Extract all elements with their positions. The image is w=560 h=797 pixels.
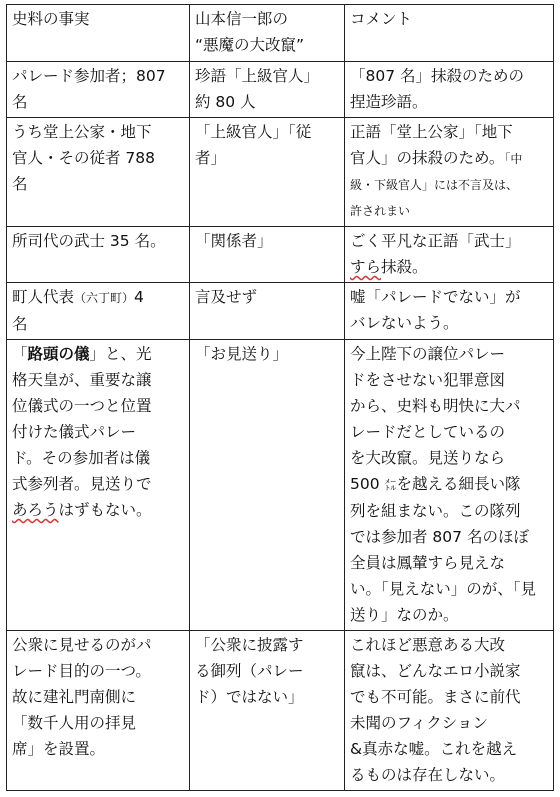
cell-line: ごく平凡な正語「武士」 bbox=[350, 232, 521, 250]
table-row bbox=[7, 227, 554, 283]
cell-line: るものは存在しない。 bbox=[350, 766, 506, 784]
document-page bbox=[6, 4, 554, 791]
cell-comment bbox=[345, 62, 554, 118]
cell-line: 捏造珍語。 bbox=[350, 93, 428, 111]
cell-alteration bbox=[190, 340, 345, 631]
cell-line bbox=[12, 284, 185, 311]
cell-fact bbox=[7, 283, 190, 340]
cell-line: ドをさせない犯罪意図 bbox=[350, 371, 506, 389]
cell-line: 故に建礼門南側に bbox=[12, 688, 137, 706]
cell-line: 所司代の武士 35 名。 bbox=[12, 232, 166, 250]
cell-line: 者」 bbox=[195, 149, 227, 167]
cell-line: 名 bbox=[12, 315, 28, 333]
cell-small-text: 「中 bbox=[504, 152, 523, 166]
header-historical-facts bbox=[7, 5, 190, 62]
cell-small-text: （六丁町） bbox=[74, 291, 135, 305]
cell-text: 「 bbox=[12, 345, 28, 363]
cell-line: 「関係者」 bbox=[195, 232, 273, 250]
cell-small-line: 級・下級官人」には不言及は、 bbox=[350, 178, 519, 192]
cell-text: 4 bbox=[134, 288, 144, 306]
wavy-underlined-text: すら bbox=[350, 258, 382, 276]
cell-line: 格天皇が、重要な譲 bbox=[12, 371, 152, 389]
cell-line: 嘘「パレードでない」が bbox=[350, 288, 521, 306]
cell-line: 「数千人用の拝見 bbox=[12, 714, 137, 732]
cell-text: 500 bbox=[350, 475, 380, 493]
cell-line: を大改竄。見送りなら bbox=[350, 449, 506, 467]
cell-line: 今上陛下の譲位パレー bbox=[350, 345, 506, 363]
header-col2-line1: 山本信一郎の bbox=[195, 10, 289, 28]
header-col3-text: コメント bbox=[350, 10, 413, 28]
cell-line: ド。その参加者は儀 bbox=[12, 449, 151, 467]
cell-alteration bbox=[190, 227, 345, 283]
cell-comment bbox=[345, 283, 554, 340]
header-comment bbox=[345, 5, 554, 62]
cell-line: 名 bbox=[12, 175, 28, 193]
cell-line bbox=[12, 341, 185, 367]
cell-fact bbox=[7, 631, 190, 791]
header-yamamoto-alteration bbox=[190, 5, 345, 62]
cell-line: 名 bbox=[12, 93, 28, 111]
cell-text: はずもない。 bbox=[58, 501, 152, 519]
cell-line: うち堂上公家・地下 bbox=[12, 123, 152, 141]
comparison-table bbox=[6, 4, 554, 791]
cell-fact bbox=[7, 62, 190, 118]
cell-line: 席」を設置。 bbox=[12, 740, 106, 758]
cell-comment bbox=[345, 227, 554, 283]
cell-line: 「お見送り」 bbox=[195, 345, 289, 363]
cell-fact bbox=[7, 340, 190, 631]
cell-line bbox=[350, 254, 549, 280]
cell-alteration bbox=[190, 283, 345, 340]
cell-comment bbox=[345, 340, 554, 631]
cell-line: 未聞のフィクション bbox=[350, 714, 488, 732]
cell-line: 正語「堂上公家」「地下 bbox=[350, 123, 513, 141]
cell-line: 付けた儀式パレー bbox=[12, 423, 137, 441]
cell-text: 抹殺。 bbox=[381, 258, 428, 276]
cell-line: 列を組まない。この隊列 bbox=[350, 502, 521, 520]
cell-line: &真赤な嘘。これを越え bbox=[350, 740, 518, 758]
cell-text: 官人」の抹殺のため。 bbox=[350, 149, 505, 167]
cell-line: 珍語「上級官人」 bbox=[195, 67, 320, 85]
cell-line: 約 80 人 bbox=[195, 93, 256, 111]
cell-line: る御列（パレー bbox=[195, 662, 304, 680]
cell-text: 町人代表 bbox=[12, 288, 75, 306]
cell-small-line: 許されまい bbox=[350, 204, 411, 218]
cell-alteration bbox=[190, 62, 345, 118]
wavy-underlined-text: あろう bbox=[12, 501, 59, 519]
cell-comment bbox=[345, 118, 554, 227]
cell-fact bbox=[7, 227, 190, 283]
cell-alteration bbox=[190, 631, 345, 791]
cell-line: 「公衆に披露す bbox=[195, 636, 304, 654]
cell-line: 全員は鳳輦すら見えな bbox=[350, 554, 506, 572]
cell-line: から、史料も明快に大パ bbox=[350, 397, 521, 415]
cell-text: 」と、光 bbox=[89, 345, 152, 363]
cell-line: 送り」なのか。 bbox=[350, 606, 459, 624]
cell-line: 位儀式の一つと位置 bbox=[12, 397, 152, 415]
cell-fact bbox=[7, 118, 190, 227]
table-row bbox=[7, 62, 554, 118]
cell-line bbox=[12, 497, 185, 523]
cell-line: い。「見えない」のが、「見 bbox=[350, 580, 537, 598]
cell-line: では参加者 807 名のほぼ bbox=[350, 528, 529, 546]
cell-alteration bbox=[190, 118, 345, 227]
cell-line bbox=[350, 471, 549, 498]
cell-line: レードだとしているの bbox=[350, 423, 506, 441]
cell-line: レード目的の一つ。 bbox=[12, 662, 151, 680]
bold-text: 路頭の儀 bbox=[27, 345, 90, 363]
cell-line: これほど悪意ある大改 bbox=[350, 636, 506, 654]
cell-text: を越える細長い隊 bbox=[396, 475, 521, 493]
cell-line: 言及せず bbox=[195, 288, 258, 306]
cell-line: 式参列者。見送りで bbox=[12, 475, 152, 493]
cell-comment bbox=[345, 631, 554, 791]
cell-line: 「807 名」抹殺のための bbox=[350, 67, 525, 85]
table-row bbox=[7, 283, 554, 340]
unit-text: ㍍ bbox=[384, 478, 397, 492]
table-header-row bbox=[7, 5, 554, 62]
cell-line: バレないよう。 bbox=[350, 314, 459, 332]
table-row bbox=[7, 118, 554, 227]
cell-line: パレード参加者；807 bbox=[12, 67, 166, 85]
header-col1-text: 史料の事実 bbox=[12, 10, 90, 28]
table-row bbox=[7, 631, 554, 791]
cell-line: 官人・その従者 788 bbox=[12, 149, 156, 167]
header-col2-line2: “悪魔の大改竄” bbox=[195, 36, 305, 54]
cell-line bbox=[350, 145, 549, 172]
cell-line: 竄は、どんなエロ小説家 bbox=[350, 662, 521, 680]
table-row bbox=[7, 340, 554, 631]
cell-line: 公衆に見せるのがパ bbox=[12, 636, 152, 654]
cell-line: ド）ではない」 bbox=[195, 688, 304, 706]
cell-line: 「上級官人」「従 bbox=[195, 123, 312, 141]
cell-line: でも不可能。まさに前代 bbox=[350, 688, 521, 706]
